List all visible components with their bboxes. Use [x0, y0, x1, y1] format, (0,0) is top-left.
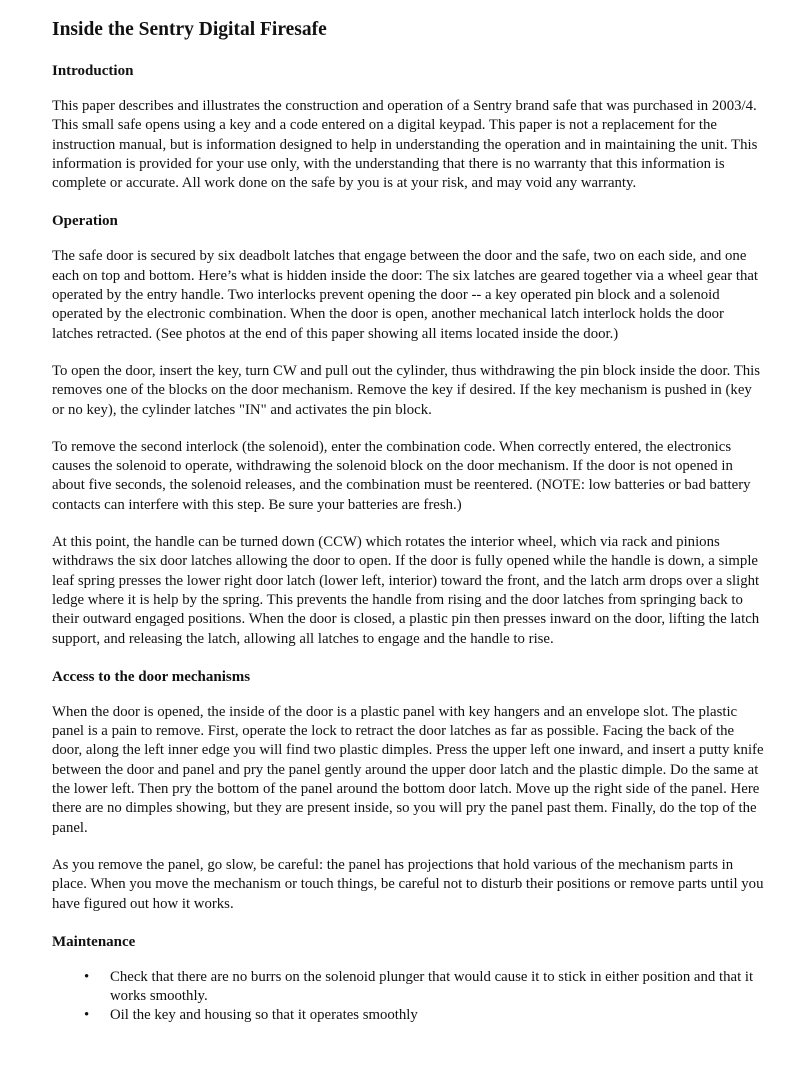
section-access [52, 667, 764, 914]
maintenance-bullet-text-1: Check that there are no burrs on the solenoid plunger that would cause it to stick in either position and that it works smoothly. [110, 968, 754, 1005]
maintenance-bullet-list [52, 968, 764, 1026]
section-operation [52, 211, 764, 648]
bullet-icon: • [84, 968, 90, 985]
access-paragraph-2: As you remove the panel, go slow, be careful: the panel has projections that hold various of the mechanism parts in place. When you move the mechanism or touch things, be careful not to disturb their positions or remove parts until you have figured out how it works. [52, 856, 764, 912]
document-page [52, 18, 764, 1026]
list-item [52, 1006, 764, 1025]
section-introduction [52, 61, 764, 193]
operation-paragraph-3: To remove the second interlock (the solenoid), enter the combination code. When correctly entered, the electronics causes the solenoid to operate, withdrawing the solenoid block on the door mechanism. If the door is not opened in about five seconds, the solenoid releases, and the combination must be reentered. (NOTE: low batteries or bad battery contacts can interfere with this step. Be sure your batteries are fresh.) [52, 438, 751, 513]
section-heading-operation: Operation [52, 213, 118, 230]
section-heading-introduction: Introduction [52, 63, 134, 79]
maintenance-bullet-text-2: Oil the key and housing so that it operates smoothly [110, 1007, 418, 1024]
access-paragraph-1: When the door is opened, the inside of the door is a plastic panel with key hangers and an envelope slot. The plastic panel is a pain to remove. First, operate the lock to retract the door latches as far as possible. Facing the back of the door, along the left inner edge you will find two plastic dimples. Press the upper left one inward, and insert a putty knife between the door and panel and pry the panel gently around the upper door latch and the plastic dimple. Do the same at the lower left. Then pry the bottom of the panel around the bottom door latch. Move up the right side of the panel. Here there are no dimples showing, but they are present inside, so you will pry the panel past them. Finally, do the top of the panel. [52, 703, 764, 836]
operation-paragraph-1: The safe door is secured by six deadbolt latches that engage between the door and the safe, two on each side, and one each on top and bottom. Here’s what is hidden inside the door: The six latches are geared together via a wheel gear that operated by the entry handle. Two interlocks prevent opening the door -- a key operated pin block and a solenoid operated by the electronic combination. When the door is open, another mechanical latch interlock holds the door latches retracted. (See photos at the end of this paper showing all items located inside the door.) [52, 248, 759, 342]
operation-paragraph-2: To open the door, insert the key, turn CW and pull out the cylinder, thus withdrawing the pin block inside the door. This removes one of the blocks on the door mechanism. Remove the key if desired. If the key mechanism is pushed in (key or no key), the cylinder latches "IN" and activates the pin block. [52, 362, 761, 418]
section-heading-maintenance: Maintenance [52, 933, 136, 950]
introduction-paragraph-1: This paper describes and illustrates the construction and operation of a Sentry brand safe that was purchased in 2003/4. This small safe opens using a key and a code entered on a digital keypad. This paper is not a replacement for the instruction manual, but is information designed to help in understanding the operation and in maintaining the unit. This information is provided for your use only, with the understanding that there is no warranty that this information is complete or accurate. All work done on the safe by you is at your risk, and may void any warranty. [52, 98, 758, 192]
bullet-icon: • [84, 1007, 90, 1024]
section-maintenance [52, 932, 764, 1026]
list-item [52, 968, 764, 1007]
section-heading-access: Access to the door mechanisms [52, 668, 251, 685]
operation-paragraph-4: At this point, the handle can be turned down (CCW) which rotates the interior wheel, which via rack and pinions withdraws the six door latches allowing the door to open. If the door is fully opened while the handle is down, a simple leaf spring presses the lower right door latch (lower left, interior) toward the front, and the latch arm drops over a slight ledge where it is help by the spring. This prevents the handle from rising and the door latches from springing back to their outward engaged positions. When the door is closed, a plastic pin then presses inward on the door, lifting the latch support, and releasing the latch, allowing all latches to engage and the handle to rise. [52, 534, 760, 647]
document-title: Inside the Sentry Digital Firesafe [52, 19, 327, 40]
